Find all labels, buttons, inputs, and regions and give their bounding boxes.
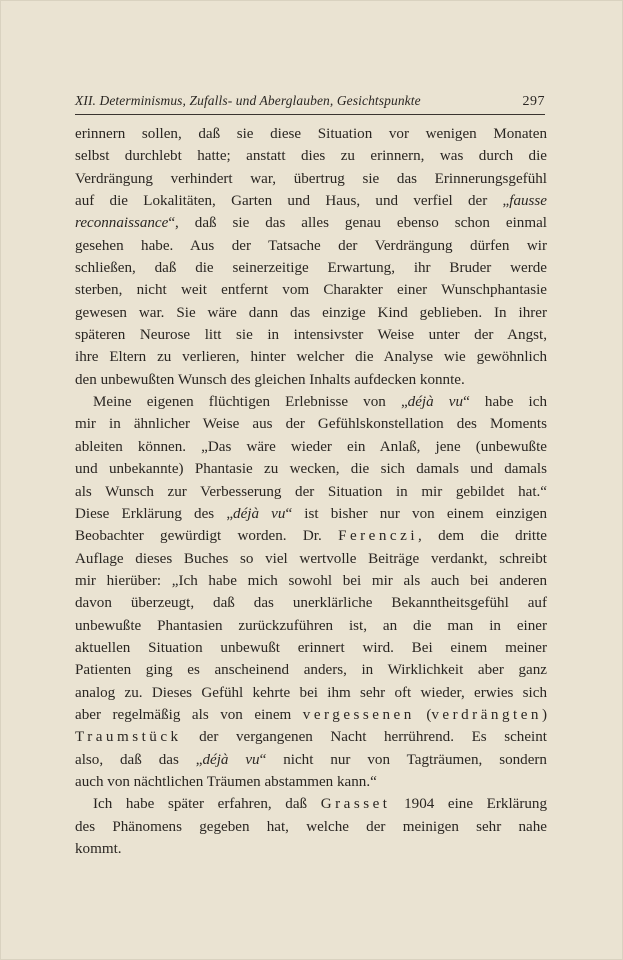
text-line [75,481,547,503]
text-run: “ nicht nur von Tagträumen, sondern [259,751,547,768]
text-run: ) [541,706,547,723]
text-line [75,369,547,391]
text-run: Verdrängung verhindert war, übertrug sie das Erinnerungsgefühl [75,170,547,187]
text-run: gesehen habe. Aus der Tatsache der Verdrängung dürfen wir [75,237,547,254]
text-run: Diese Erklärung des „ [75,505,234,522]
text-line [75,413,547,435]
text-line [75,168,547,190]
text-line [75,324,547,346]
spaced-name: vergessenen [302,706,415,723]
text-run: Meine eigenen flüchtigen Erlebnisse von „ [93,394,408,411]
text-line [75,346,547,368]
text-line [75,525,547,547]
italic-term: déjà vu [202,751,260,768]
text-run: 1904 eine Erklärung [390,796,547,813]
text-run: “, daß sie das alles genau ebenso schon einmal [168,215,547,232]
running-header [75,93,545,115]
text-run: also, daß das „ [75,751,203,768]
italic-term: déjà vu [233,505,286,522]
paragraph-2 [75,391,547,793]
text-line [75,503,547,525]
text-run: mir hierüber: „Ich habe mich sowohl bei mir als auch bei anderen [75,572,547,589]
text-run: Patienten ging es anscheinend anders, in Wirklichkeit aber ganz [75,662,547,679]
text-line [75,458,547,480]
text-run: auf die Lokalitäten, Garten und Haus, und verfiel der „ [75,193,510,210]
text-line [75,793,547,815]
text-line [75,749,547,771]
text-line [75,123,547,145]
text-run: ableiten können. „Das wäre wieder ein Anlaß, jene (unbewußte [75,438,547,455]
text-run: der vergangenen Nacht herrührend. Es scheint [181,729,547,746]
text-run: analog zu. Dieses Gefühl kehrte bei ihm sehr oft wieder, erwies sich [75,684,547,701]
text-run: als Wunsch zur Verbesserung der Situation in mir gebildet hat.“ [75,483,547,500]
text-line [75,637,547,659]
text-line [75,257,547,279]
paragraph-1 [75,123,547,391]
text-run: sterben, nicht weit entfernt vom Charakter einer Wunschphantasie [75,282,547,299]
text-run: ( [414,706,432,723]
text-run: davon überzeugt, daß das unerklärliche Bekanntheitsgefühl auf [75,595,547,612]
text-run: auch von nächtlichen Träumen abstammen kann.“ [75,773,377,790]
text-run: aber regelmäßig als von einem [75,706,303,723]
text-line [75,615,547,637]
text-run: schließen, daß die seinerzeitige Erwartung, ihr Bruder werde [75,260,547,277]
text-line [75,548,547,570]
text-run: und unbekannte) Phantasie zu wecken, die sich damals und damals [75,461,547,478]
text-line [75,682,547,704]
text-run: ihre Eltern zu verlieren, hinter welcher die Analyse wie gewöhnlich [75,349,547,366]
text-run: Beobachter gewürdigt worden. Dr. [75,528,339,545]
spaced-name: Grasset [320,796,391,813]
spaced-name: verdrängten [431,706,542,723]
text-run: des Phänomens gegeben hat, welche der meinigen sehr nahe [75,818,547,835]
spaced-name: Traumstück [75,729,182,746]
text-run: selbst durchlebt hatte; anstatt dies zu erinnern, was durch die [75,148,547,165]
text-run: unbewußte Phantasien zurückzuführen ist, an die man in einer [75,617,547,634]
text-run: kommt. [75,841,122,857]
text-line [75,391,547,413]
page-number: 297 [522,94,545,109]
text-run: aktuellen Situation unbewußt erinnert wird. Bei einem meiner [75,639,547,656]
text-line [75,279,547,301]
text-line [75,838,547,860]
italic-term: déjà vu [407,394,464,411]
text-line [75,436,547,458]
text-run: mir in ähnlicher Weise aus der Gefühlskonstellation des Moments [75,416,547,433]
text-run: Auflage dieses Buches so viel wertvolle Beiträge verdankt, schreibt [75,550,547,567]
text-line [75,145,547,167]
text-line [75,592,547,614]
text-run: “ habe ich [463,394,547,411]
text-line [75,235,547,257]
text-run: späteren Neurose litt sie in intensivster Weise unter der Angst, [75,327,547,344]
text-line [75,212,547,234]
italic-term: reconnaissance [75,215,169,232]
paragraph-3 [75,793,547,860]
text-run: gewesen war. Sie wäre dann das einzige Kind geblieben. In ihrer [75,304,547,321]
text-line [75,659,547,681]
text-run: den unbewußten Wunsch des gleichen Inhalts aufdecken konnte. [75,371,465,388]
text-line [75,190,547,212]
body-text [75,123,547,860]
italic-term: fausse [509,193,547,210]
text-line [75,302,547,324]
text-run: , dem die dritte [418,528,547,545]
text-run: “ ist bisher nur von einem einzigen [285,505,548,522]
text-run: erinnern sollen, daß sie diese Situation vor wenigen Monaten [75,126,547,142]
text-line [75,816,547,838]
spaced-name: Ferenczi [338,528,419,545]
text-line [75,726,547,748]
text-line [75,570,547,592]
chapter-title: XII. Determinismus, Zufalls- und Aberglauben, Gesichtspunkte [75,93,421,108]
text-line [75,704,547,726]
text-line [75,771,547,793]
text-run: Ich habe später erfahren, daß [93,796,321,813]
